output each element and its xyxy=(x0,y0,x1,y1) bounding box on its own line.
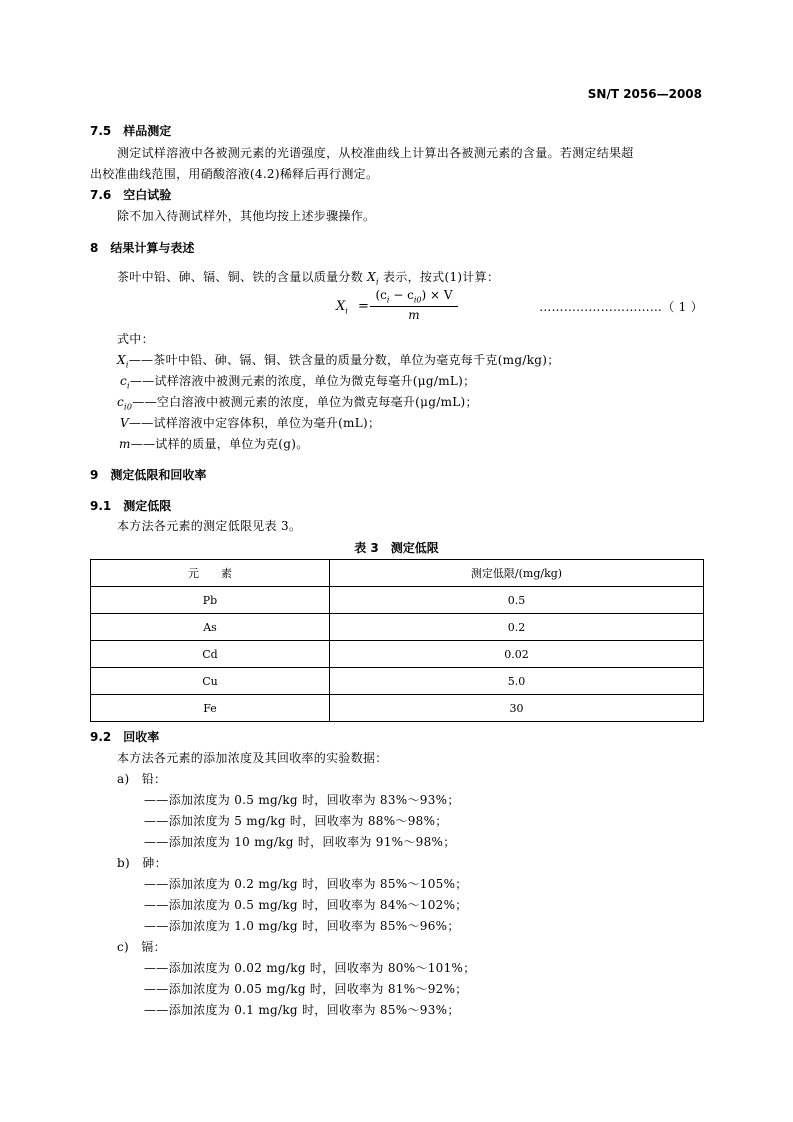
section-9-title: 9 测定低限和回收率 xyxy=(90,468,207,482)
table-cell-element: Cu xyxy=(91,668,330,695)
def-symbol: V xyxy=(120,416,129,430)
numerator-subscript-2: i0 xyxy=(413,295,422,305)
intro-text-before: 茶叶中铅、砷、镉、铜、铁的含量以质量分数 xyxy=(117,270,364,284)
table-cell-element: Pb xyxy=(91,587,330,614)
list-item: ——添加浓度为 0.1 mg/kg 时，回收率为 85%～93%； xyxy=(144,1003,460,1017)
list-item: ——添加浓度为 0.02 mg/kg 时，回收率为 80%～101%； xyxy=(144,961,476,975)
table-header-row xyxy=(91,560,704,587)
section-9-2-line: 本方法各元素的添加浓度及其回收率的实验数据： xyxy=(117,751,388,765)
table-cell-element: As xyxy=(91,614,330,641)
section-8-title: 8 结果计算与表述 xyxy=(90,241,195,255)
def-text: ——试样溶液中被测元素的浓度，单位为微克每毫升(μg/mL)； xyxy=(129,374,476,388)
numerator-open: (c xyxy=(375,288,387,302)
formula-lhs xyxy=(336,299,369,316)
def-text: ——试样溶液中定容体积，单位为毫升(mL)； xyxy=(128,416,381,430)
formula-equals: = xyxy=(357,299,369,314)
def-subscript: i xyxy=(125,360,129,370)
fraction-bar xyxy=(370,306,458,307)
formula-numerator xyxy=(368,288,460,304)
section-7-5-title: 7.5 样品测定 xyxy=(90,124,172,138)
table-cell-limit: 30 xyxy=(330,695,704,722)
where-label: 式中： xyxy=(117,332,154,346)
list-item: ——添加浓度为 0.5 mg/kg 时，回收率为 83%～93%； xyxy=(144,793,460,807)
numerator-tail: ) × V xyxy=(421,288,453,302)
group-label-arsenic: b) 砷： xyxy=(117,856,167,870)
def-symbol: c xyxy=(120,374,128,388)
table-cell-limit: 0.5 xyxy=(330,587,704,614)
standard-number: SN/T 2056—2008 xyxy=(587,87,702,101)
table-row xyxy=(91,668,704,695)
def-subscript: i0 xyxy=(124,402,133,412)
list-item: ——添加浓度为 5 mg/kg 时，回收率为 88%～98%； xyxy=(144,814,448,828)
intro-text-after: 表示，按式(1)计算： xyxy=(382,270,500,284)
group-label-cadmium: c) 镉： xyxy=(117,940,166,954)
formula-lhs-variable: X xyxy=(336,299,346,314)
table-cell-limit: 0.2 xyxy=(330,614,704,641)
table-row xyxy=(91,641,704,668)
table-caption: 表 3 测定低限 xyxy=(354,541,439,555)
list-item: ——添加浓度为 1.0 mg/kg 时，回收率为 85%～96%； xyxy=(144,919,460,933)
section-7-6-title: 7.6 空白试验 xyxy=(90,188,172,202)
section-9-1-line: 本方法各元素的测定低限见表 3。 xyxy=(117,519,302,533)
table-row xyxy=(91,587,704,614)
def-symbol: X xyxy=(117,353,126,367)
def-text: ——空白溶液中被测元素的浓度，单位为微克每毫升(μg/mL)； xyxy=(132,395,478,409)
def-subscript: i xyxy=(127,381,130,391)
def-symbol: c xyxy=(117,395,125,409)
definition-x xyxy=(117,351,560,369)
numerator-subscript-1: i xyxy=(386,295,390,305)
definition-m xyxy=(119,435,309,452)
list-item: ——添加浓度为 10 mg/kg 时，回收率为 91%～98%； xyxy=(144,835,456,849)
formula-lhs-subscript: i xyxy=(345,306,348,316)
formula-number: …………………………（ 1 ） xyxy=(539,300,703,314)
numerator-minus: − c xyxy=(389,288,414,302)
def-text: ——茶叶中铅、砷、镉、铜、铁含量的质量分数，单位为毫克每千克(mg/kg)； xyxy=(128,353,560,367)
table-cell-element: Cd xyxy=(91,641,330,668)
table-header-limit: 测定低限/(mg/kg) xyxy=(330,560,704,587)
section-9-2-title: 9.2 回收率 xyxy=(90,730,160,744)
section-7-5-line-1: 测定试样溶液中各被测元素的光谱强度，从校准曲线上计算出各被测元素的含量。若测定结果超 xyxy=(117,146,634,160)
def-text: ——试样的质量，单位为克(g)。 xyxy=(130,437,309,451)
section-7-5-line-2: 出校准曲线范围，用硝酸溶液(4.2)稀释后再行测定。 xyxy=(90,167,379,181)
detection-limit-table xyxy=(90,559,704,722)
definition-ci0 xyxy=(117,393,478,411)
list-item: ——添加浓度为 0.5 mg/kg 时，回收率为 84%～102%； xyxy=(144,898,468,912)
list-item: ——添加浓度为 0.05 mg/kg 时，回收率为 81%～92%； xyxy=(144,982,468,996)
list-item: ——添加浓度为 0.2 mg/kg 时，回收率为 85%～105%； xyxy=(144,877,468,891)
group-label-lead: a) 铅： xyxy=(117,772,167,786)
table-row xyxy=(91,695,704,722)
section-7-6-line-1: 除不加入待测试样外，其他均按上述步骤操作。 xyxy=(117,209,376,223)
table-cell-element: Fe xyxy=(91,695,330,722)
section-8-intro xyxy=(117,268,499,286)
definition-v xyxy=(120,414,380,431)
formula-denominator: m xyxy=(408,308,420,322)
table-cell-limit: 5.0 xyxy=(330,668,704,695)
table-row xyxy=(91,614,704,641)
table-cell-limit: 0.02 xyxy=(330,641,704,668)
section-9-1-title: 9.1 测定低限 xyxy=(90,499,172,513)
def-symbol: m xyxy=(119,437,131,451)
intro-variable-subscript: i xyxy=(375,277,379,287)
intro-variable: X xyxy=(367,270,376,284)
table-header-element: 元 素 xyxy=(91,560,330,587)
definition-ci xyxy=(120,372,475,390)
